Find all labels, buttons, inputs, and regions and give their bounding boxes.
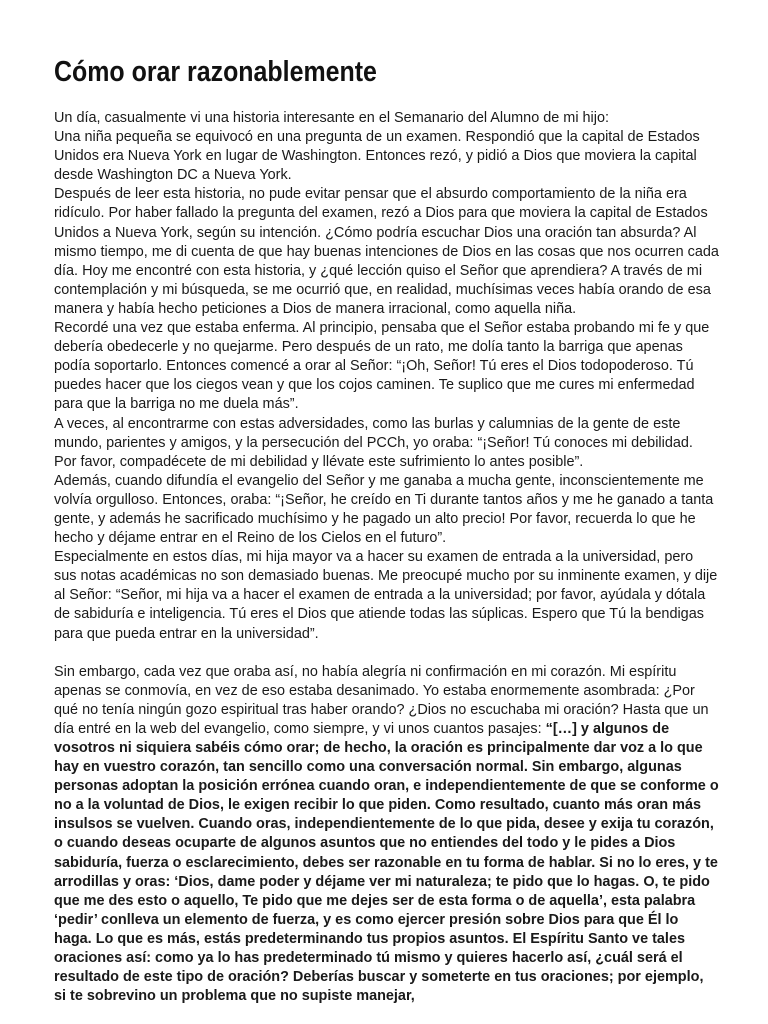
article-body (54, 108, 718, 1005)
paragraph-2: Una niña pequeña se equivocó en una pregunta de un examen. Respondió que la capital de Estados Unidos era Nueva York en lugar de Washington. Entonces rezó, y pidió a Dios que moviera la capital desde Washington DC a Nueva York. (54, 128, 700, 184)
paragraph-5: A veces, al encontrarme con estas adversidades, como las burlas y calumnias de la gente de este mundo, parientes y amigos, y la persecución del PCCh, yo oraba: “¡Señor! Tú conoces mi debilidad. Por favor, compadécete de mi debilidad y llévate este sufrimiento lo antes posible”. (54, 414, 693, 470)
paragraph-4: Recordé una vez que estaba enferma. Al principio, pensaba que el Señor estaba probando mi fe y que debería obedecerle y no quejarme. Pero después de un rato, me dolía tanto la barriga que apenas podía soportarlo. Entonces comencé a orar al Señor: “¡Oh, Señor! Tú eres el Dios todopoderoso. Tú puedes hacer que los ciegos vean y que los cojos caminen. Te suplico que me cures mi enfermedad para que la barriga no me duela más”. (54, 319, 710, 413)
paragraph-spacer (54, 643, 718, 662)
paragraph-8-intro: Sin embargo, cada vez que oraba así, no había alegría ni confirmación en mi corazón. Mi espíritu apenas se conmovía, en vez de eso estaba desanimado. Yo estaba enormemente asombrada: ¿Por qué no tenía ningún gozo espiritual tras haber orando? ¿Dios no escuchaba mi oración? Hasta que un día entré en la web del evangelio, como siempre, y vi unos cuantos pasajes: (54, 662, 709, 737)
quoted-passage: “[…] y algunos de vosotros ni siquiera sabéis cómo orar; de hecho, la oración es principalmente dar voz a lo que hay en vuestro corazón, tan sencillo como una conversación normal. Sin embargo, algunas personas adoptan la posición errónea cuando oran, e independientemente de que se conforme o no a la voluntad de Dios, le exigen recibir lo que piden. Como resultado, cuanto más oran más insulsos se vuelven. Cuando oras, independientemente de lo que pida, desee y exija tu corazón, o cuando deseas ocuparte de algunos asuntos que no entiendes del todo y le pides a Dios sabiduría, fuerza o esclarecimiento, debes ser razonable en tu forma de hablar. Si no lo eres, y te arrodillas y oras: ‘Dios, dame poder y déjame ver mi naturaleza; te pido que lo hagas. O, te pido que me des esto o aquello, Te pido que me dejes ser de esta forma o de aquella’, esta palabra ‘pedir’ conlleva un elemento de fuerza, y es como ejercer presión sobre Dios para que Él lo haga. Lo que es más, estás predeterminando tus propios asuntos. El Espíritu Santo ve tales oraciones así: como ya lo has predeterminado tú mismo y quieres hacerlo así, ¿cuál será el resultado de este tipo de oración? Deberías buscar y someterte en tus oraciones; por ejemplo, si te sobrevino un problema que no supiste manejar, (54, 719, 719, 1005)
paragraph-1: Un día, casualmente vi una historia interesante en el Semanario del Alumno de mi hijo: (54, 109, 610, 126)
paragraph-6: Además, cuando difundía el evangelio del Señor y me ganaba a mucha gente, inconscientemente me volvía orgulloso. Entonces, oraba: “¡Señor, he creído en Ti durante tantos años y me he ganado a tanta gente, y además he sacrificado muchísimo y he pagado un alto precio! Por favor, recuerda lo que he hecho y déjame entrar en el Reino de los Cielos en el futuro”. (54, 471, 714, 547)
paragraph-7: Especialmente en estos días, mi hija mayor va a hacer su examen de entrada a la universidad, pero sus notas académicas no son demasiado buenas. Me preocupé mucho por su inminente examen, y dije al Señor: “Señor, mi hija va a hacer el examen de entrada a la universidad; por favor, ayúdala y dótala de sabiduría e inteligencia. Tú eres el Dios que atiende todas las súplicas. Espero que Tú la bendigas para que pueda entrar en la universidad”. (54, 548, 718, 642)
page-title: Cómo orar razonablemente (54, 56, 377, 88)
paragraph-3: Después de leer esta historia, no pude evitar pensar que el absurdo comportamiento de la niña era ridículo. Por haber fallado la pregunta del examen, rezó a Dios para que moviera la capital de Estados Unidos a Nueva York, según su intención. ¿Cómo podría escuchar Dios una oración tan absurda? Al mismo tiempo, me di cuenta de que hay buenas intenciones de Dios en las cosas que nos ocurren cada día. Hoy me encontré con esta historia, y ¿qué lección quiso el Señor que aprendiera? A través de mi contemplación y mi búsqueda, se me ocurrió que, en realidad, muchísimas veces había orando de esa manera y había hecho peticiones a Dios de manera irracional, como aquella niña. (54, 185, 719, 317)
paragraph-8 (54, 662, 719, 1006)
